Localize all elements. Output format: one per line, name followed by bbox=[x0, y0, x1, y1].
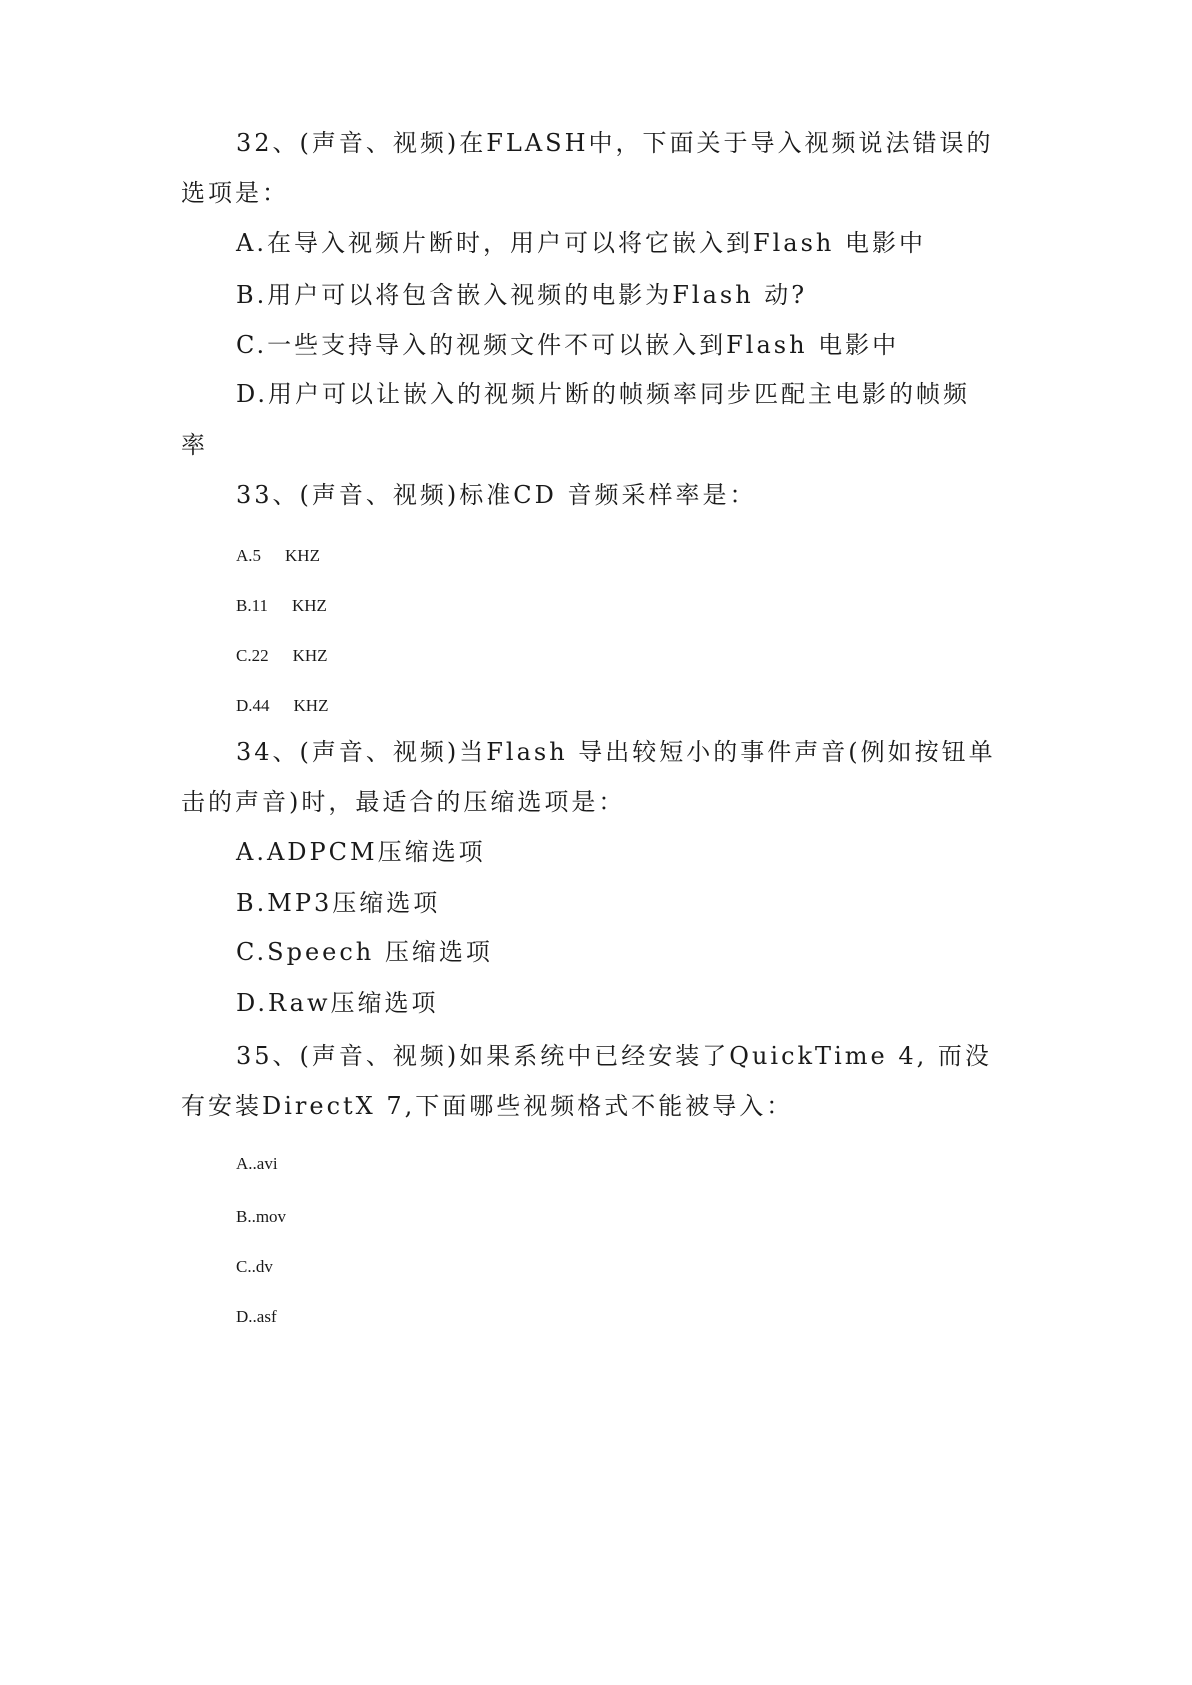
question-34-option-b: B.MP3压缩选项 bbox=[236, 889, 441, 917]
question-32-option-d-line1: D.用户可以让嵌入的视频片断的帧频率同步匹配主电影的帧频 bbox=[236, 380, 971, 408]
option-unit: KHZ bbox=[291, 596, 327, 615]
question-32-text-line1: 32、(声音、视频)在FLASH中，下面关于导入视频说法错误的 bbox=[236, 129, 994, 157]
option-unit: KHZ bbox=[285, 546, 320, 565]
option-letter: A.5 bbox=[236, 546, 262, 565]
question-33-option-b bbox=[236, 597, 327, 614]
question-32-option-d-line2: 率 bbox=[181, 431, 208, 459]
question-35-text-line2: 有安装DirectX 7,下面哪些视频格式不能被导入： bbox=[181, 1092, 794, 1120]
option-letter: D.44 bbox=[236, 696, 270, 715]
question-35-option-b: B..mov bbox=[236, 1207, 287, 1226]
question-35-option-a: A..avi bbox=[236, 1154, 278, 1173]
question-32-option-c: C.一些支持导入的视频文件不可以嵌入到Flash 电影中 bbox=[236, 331, 900, 359]
question-34-option-c: C.Speech 压缩选项 bbox=[236, 938, 493, 966]
option-unit: KHZ bbox=[293, 696, 329, 715]
question-32-text-line2: 选项是： bbox=[181, 179, 289, 207]
option-letter: B.11 bbox=[236, 596, 268, 615]
question-32-option-a: A.在导入视频片断时，用户可以将它嵌入到Flash 电影中 bbox=[236, 229, 926, 257]
question-35-option-c: C..dv bbox=[236, 1257, 273, 1276]
question-33-text: 33、(声音、视频)标准CD 音频采样率是： bbox=[236, 481, 757, 509]
question-33-option-a bbox=[236, 547, 320, 564]
option-letter: C.22 bbox=[236, 646, 269, 665]
question-32-option-b: B.用户可以将包含嵌入视频的电影为Flash 动? bbox=[236, 281, 808, 309]
question-35-text-line1: 35、(声音、视频)如果系统中已经安装了QuickTime 4, 而没 bbox=[236, 1042, 992, 1070]
question-34-option-a: A.ADPCM压缩选项 bbox=[236, 838, 486, 866]
option-unit: KHZ bbox=[292, 646, 328, 665]
question-34-text-line2: 击的声音)时，最适合的压缩选项是： bbox=[181, 788, 626, 816]
question-34-text-line1: 34、(声音、视频)当Flash 导出较短小的事件声音(例如按钮单 bbox=[236, 738, 996, 766]
question-33-option-d bbox=[236, 697, 328, 714]
question-33-option-c bbox=[236, 647, 328, 664]
question-35-option-d: D..asf bbox=[236, 1307, 277, 1326]
question-34-option-d: D.Raw压缩选项 bbox=[236, 989, 439, 1017]
